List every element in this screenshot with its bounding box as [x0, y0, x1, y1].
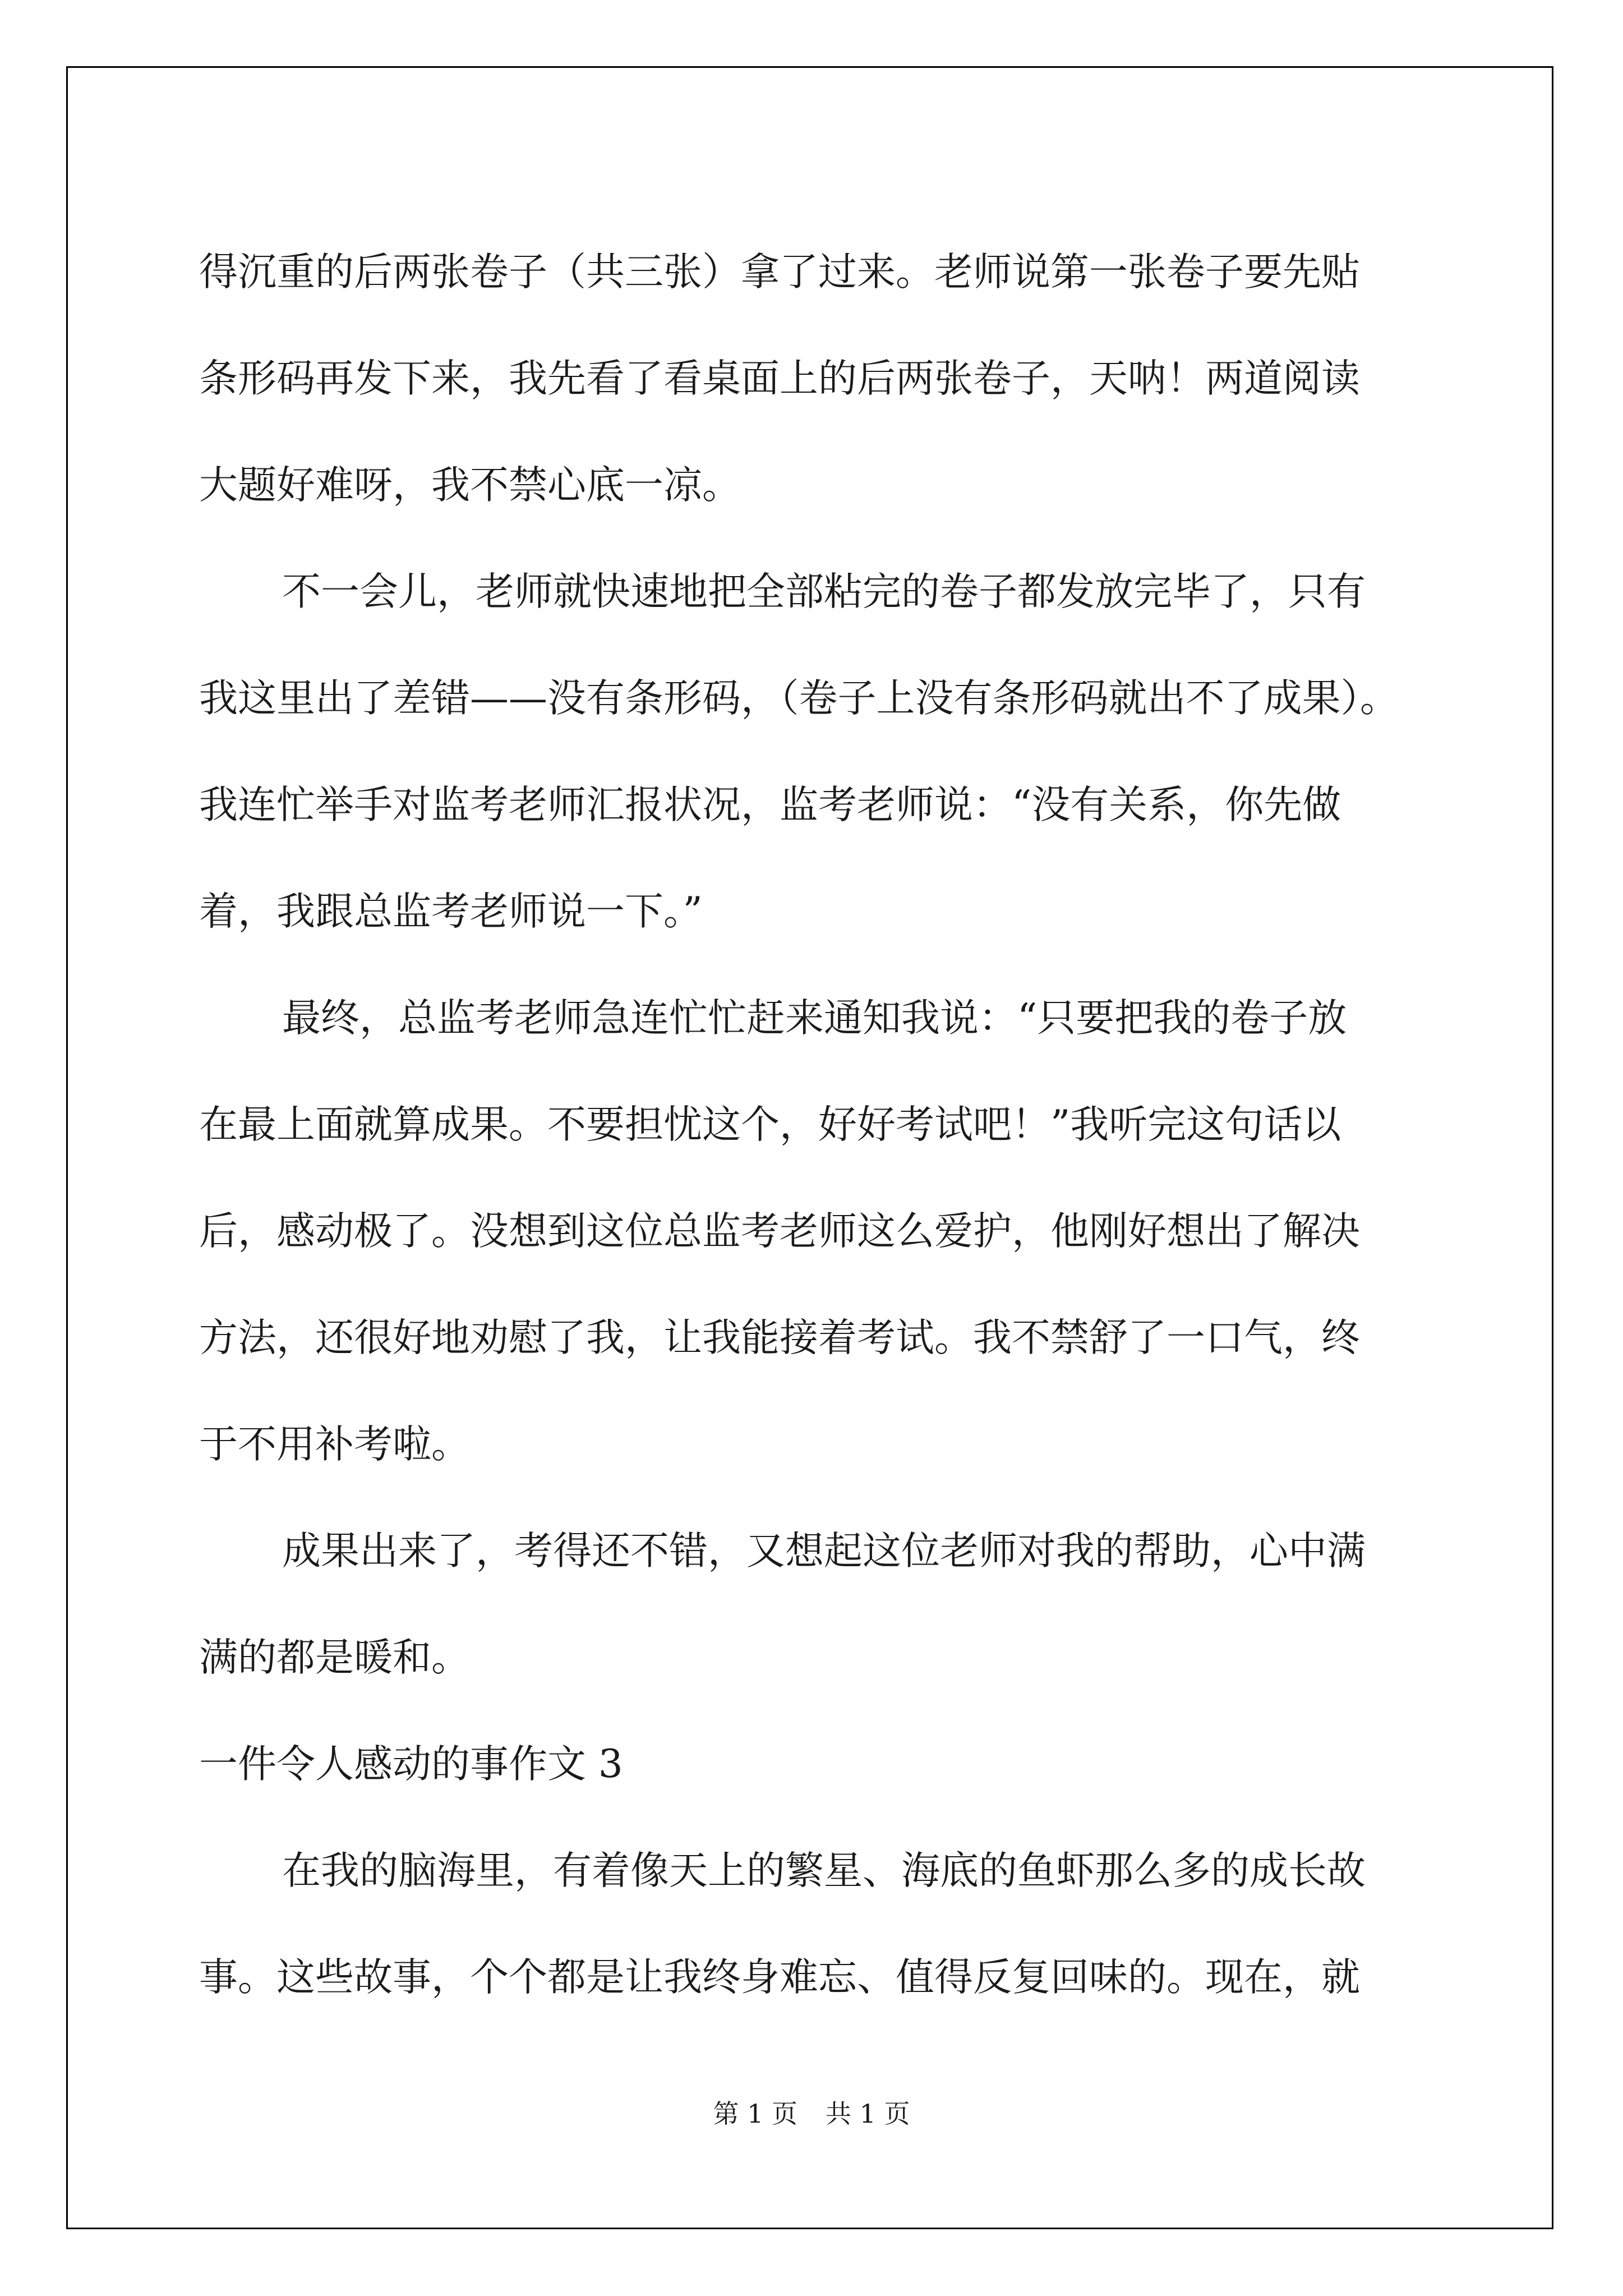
section-heading: 一件令人感动的事作文 3: [199, 1742, 623, 1787]
page-number-current: 第 1 页: [713, 2099, 797, 2129]
text-line-2: 条形码再发下来，我先看了看桌面上的后两张卷子，天呐！两道阅读: [199, 356, 1360, 401]
text-line-14: 满的都是暖和。: [199, 1635, 470, 1680]
text-line-16: 在我的脑海里，有着像天上的繁星、海底的鱼虾那么多的成长故: [282, 1848, 1366, 1893]
text-line-6: 我连忙举手对监考老师汇报状况，监考老师说：“没有关系，你先做: [199, 783, 1341, 827]
text-line-13: 成果出来了，考得还不错，又想起这位老师对我的帮助，心中满: [282, 1529, 1366, 1573]
text-line-1: 得沉重的后两张卷子（共三张）拿了过来。老师说第一张卷子要先贴: [199, 250, 1360, 295]
text-line-8: 最终，总监考老师急连忙忙赶来通知我说：“只要把我的卷子放: [282, 996, 1347, 1041]
page-number-total: 共 1 页: [826, 2099, 910, 2129]
text-line-11: 方法，还很好地劝慰了我，让我能接着考试。我不禁舒了一口气，终: [199, 1315, 1360, 1360]
text-line-3: 大题好难呀，我不禁心底一凉。: [199, 463, 741, 508]
text-line-4: 不一会儿，老师就快速地把全部粘完的卷子都发放完毕了，只有: [282, 569, 1366, 614]
text-line-7: 着，我跟总监考老师说一下。”: [199, 889, 703, 934]
page-footer: [0, 2097, 1623, 2131]
text-line-9: 在最上面就算成果。不要担忧这个，好好考试吧！”我听完这句话以: [199, 1102, 1341, 1147]
text-line-12: 于不用补考啦。: [199, 1422, 470, 1467]
text-line-17: 事。这些故事，个个都是让我终身难忘、值得反复回味的。现在，就: [199, 1955, 1360, 2000]
document-body: [199, 219, 1433, 2031]
text-line-10: 后，感动极了。没想到这位总监考老师这么爱护，他刚好想出了解决: [199, 1209, 1360, 1254]
text-line-5: 我这里出了差错——没有条形码，（卷子上没有条形码就出不了成果）。: [199, 676, 1399, 721]
